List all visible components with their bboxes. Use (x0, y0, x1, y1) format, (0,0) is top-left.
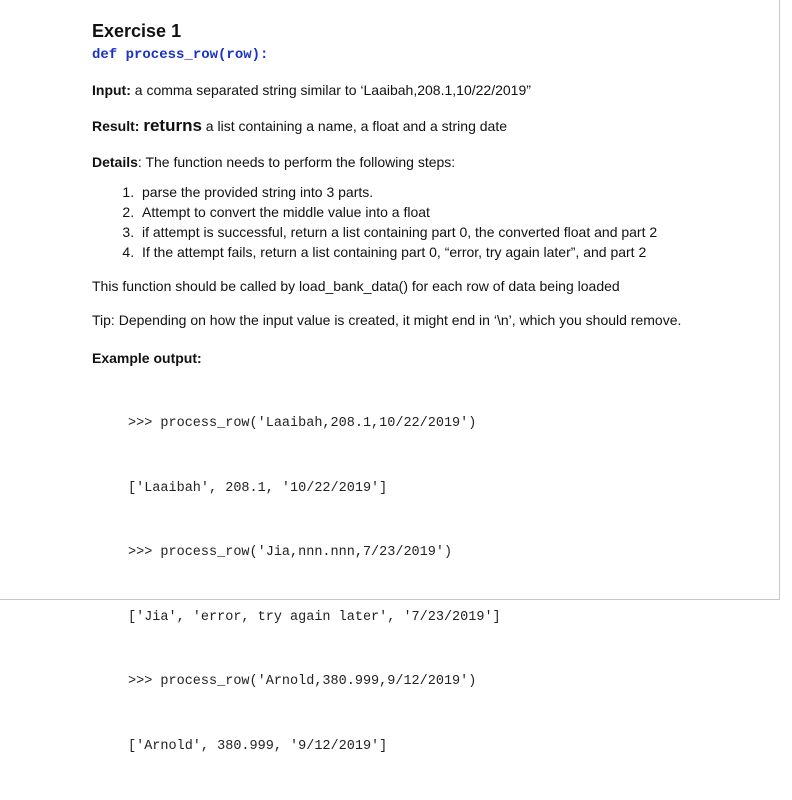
exercise-title: Exercise 1 (92, 21, 182, 41)
list-item: 2. Attempt to convert the middle value into a float (138, 202, 732, 222)
result-text: a list containing a name, a float and a string date (201, 118, 508, 134)
code-line: ['Jia', 'error, try again later', '7/23/2019'] (128, 609, 501, 625)
code-line: >>> process_row('Laaibah,208.1,10/22/2019') (128, 416, 477, 431)
list-item: 3. if attempt is successful, return a list containing part 0, the converted float and part 2 (138, 222, 732, 242)
steps-list (92, 182, 732, 262)
call-note: This function should be called by load_bank_data() for each row of data being loaded (92, 278, 620, 294)
input-label: Input: (92, 82, 131, 98)
result-description (92, 116, 732, 136)
details-label: Details (92, 154, 138, 170)
example-output-label: Example output: (92, 350, 202, 366)
code-line: >>> process_row('Jia,nnn.nnn,7/23/2019') (128, 545, 453, 560)
details-description (92, 152, 732, 172)
details-text: : The function needs to perform the following steps: (137, 154, 456, 170)
list-item: 4. If the attempt fails, return a list containing part 0, “error, try again later”, and part 2 (138, 242, 732, 262)
tip-note: Tip: Depending on how the input value is created, it might end in ‘\n’, which you should remove. (92, 312, 682, 328)
result-label: Result: (92, 118, 140, 134)
function-signature: def process_row(row): (92, 47, 269, 63)
code-line: ['Arnold', 380.999, '9/12/2019'] (128, 738, 388, 754)
input-text: a comma separated string similar to ‘Laaibah,208.1,10/22/2019” (130, 82, 531, 98)
code-line: >>> process_row('Arnold,380.999,9/12/2019') (128, 674, 477, 689)
result-keyword: returns (143, 116, 202, 135)
code-line: ['Laaibah', 208.1, '10/22/2019'] (128, 480, 388, 496)
input-description (92, 80, 732, 100)
example-code-block (128, 370, 732, 800)
exercise-content (92, 20, 732, 800)
list-item: 1. parse the provided string into 3 parts. (138, 182, 732, 202)
